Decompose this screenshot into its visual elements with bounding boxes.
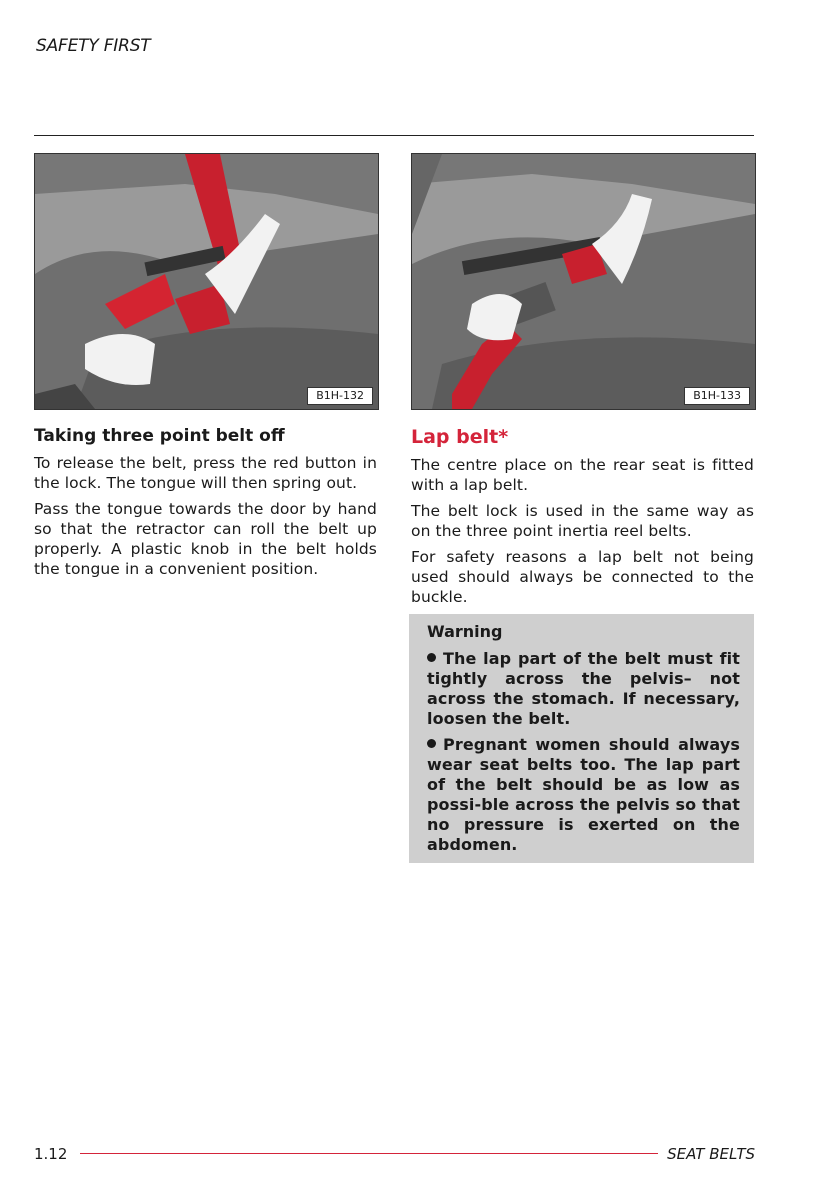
paragraph: The centre place on the rear seat is fitted with a lap belt. — [411, 456, 754, 494]
warning-item-text: The lap part of the belt must fit tightly across the pelvis– not across the stomach. If necessary, loosen the belt. — [427, 649, 740, 728]
figure-lap-belt — [411, 153, 756, 410]
bullet-icon — [427, 653, 436, 662]
figure-label: B1H-133 — [684, 387, 750, 405]
paragraph: To release the belt, press the red button in the lock. The tongue will then spring out. — [34, 454, 377, 492]
right-column — [411, 426, 754, 613]
lap-belt-illustration — [412, 154, 755, 409]
footer-section-title: SEAT BELTS — [667, 1145, 755, 1163]
bullet-icon — [427, 739, 436, 748]
warning-item — [427, 649, 740, 729]
warning-title: Warning — [427, 622, 503, 641]
paragraph: Pass the tongue towards the door by hand so that the retractor can roll the belt up properly. A plastic knob in the belt holds the tongue in a convenient position. — [34, 500, 377, 578]
footer-rule — [80, 1153, 658, 1154]
warning-box — [409, 614, 754, 863]
warning-item — [427, 735, 740, 855]
paragraph: For safety reasons a lap belt not being used should always be connected to the buckle. — [411, 548, 754, 606]
paragraph: The belt lock is used in the same way as on the three point inertia reel belts. — [411, 502, 754, 540]
warning-item-text: Pregnant women should always wear seat belts too. The lap part of the belt should be as low as possi-ble across the pelvis so that no pressure is exerted on the abdomen. — [427, 735, 740, 854]
running-header: SAFETY FIRST — [36, 36, 151, 56]
page-number: 1.12 — [34, 1145, 68, 1163]
left-column — [34, 426, 377, 585]
section-heading: Taking three point belt off — [34, 426, 285, 446]
header-rule — [34, 135, 754, 136]
belt-release-illustration — [35, 154, 378, 409]
section-heading: Lap belt* — [411, 426, 509, 448]
figure-belt-release — [34, 153, 379, 410]
figure-label: B1H-132 — [307, 387, 373, 405]
